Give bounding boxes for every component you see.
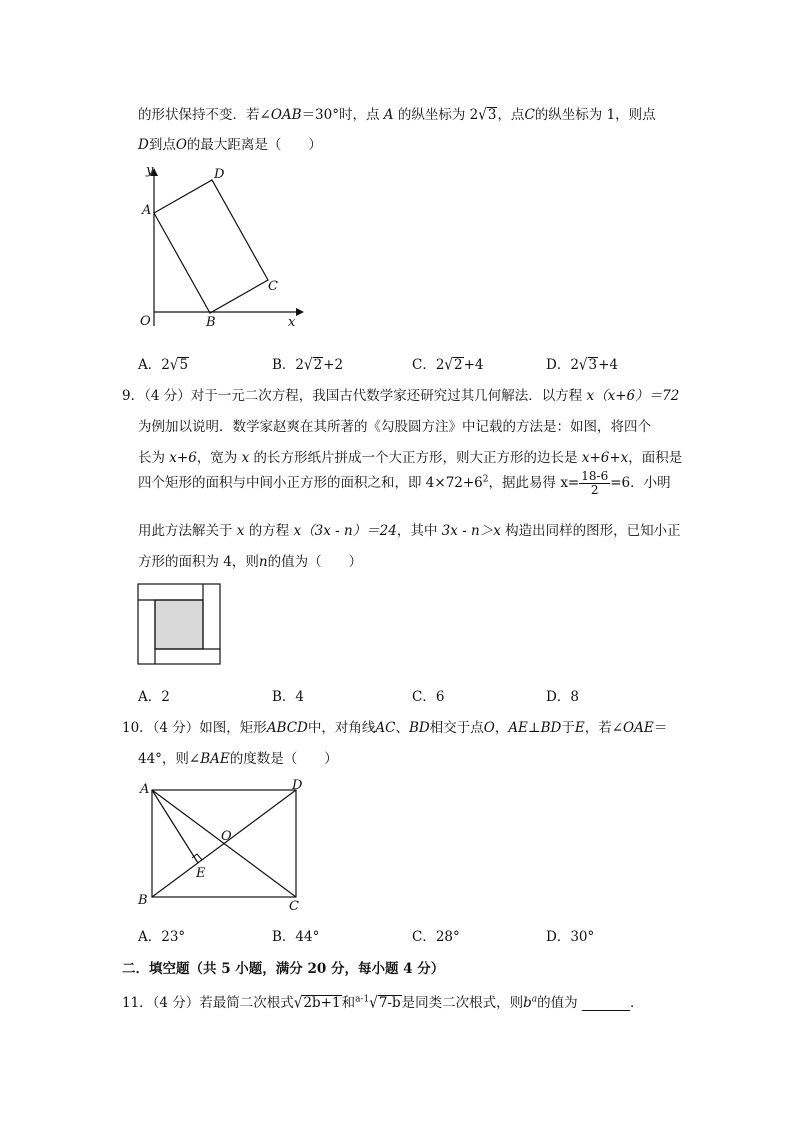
q10-figure (134, 776, 314, 916)
section-heading: 二．填空题（共 5 小题，满分 20 分，每小题 4 分） (122, 961, 445, 977)
q11-line: 11．（4 分）若最简二次根式√2b+1和$^{a-1}$√7-b是同类二次根式，则$b^a$的值为 ． (122, 993, 644, 1013)
label-d: D (214, 167, 225, 182)
q9-option-a[interactable]: A．2 (138, 689, 170, 705)
q10-line1: 10．（4 分）如图，矩形ABCD中，对角线AC、BD相交于点O，AE⊥BD于E，若∠OAE＝ (122, 720, 668, 736)
q10-line2: 44°，则∠BAE的度数是（ ） (138, 751, 338, 767)
q9-option-b[interactable]: B．4 (272, 689, 305, 705)
label-d: D (292, 778, 303, 793)
rectangle-abcd (154, 180, 268, 313)
q10-option-c[interactable]: C．28° (412, 929, 460, 945)
q8-option-a[interactable]: A．2√5 (138, 355, 189, 375)
q9-line2: 为例加以说明．数学家赵爽在其所著的《勾股圆方注》中记载的方法是：如图，将四个 (138, 419, 651, 435)
q10-option-b[interactable]: B．44° (272, 929, 320, 945)
label-a: A (142, 203, 152, 218)
q8-figure (130, 158, 310, 338)
q9-option-d[interactable]: D．8 (546, 689, 579, 705)
label-c: C (289, 899, 299, 914)
q9-line6: 方形的面积为 4，则n的值为（ ） (138, 554, 363, 570)
label-y: y (146, 163, 154, 178)
label-a: A (140, 782, 150, 797)
inner-square (155, 600, 203, 649)
label-b: B (138, 893, 148, 908)
x-axis-arrow (296, 308, 304, 316)
q9-option-c[interactable]: C．6 (412, 689, 445, 705)
q9-line3: 长为 x+6，宽为 x 的长方形纸片拼成一个大正方形，则大正方形的边长是 x+6+x，面积是 (138, 450, 683, 466)
q9-line4: 四个矩形的面积与中间小正方形的面积之和，即 $4\times 72+6^2$，据此易得 x= $\frac{18-6}{2}$ =6．小明 (138, 469, 671, 498)
fraction: $\frac{18-6}{2}$ (581, 469, 609, 498)
q8-line2: D到点O的最大距离是（ ） (138, 137, 322, 153)
q10-option-d[interactable]: D．30° (546, 929, 595, 945)
segment-ae (152, 790, 198, 863)
q9-line5: 用此方法解关于 x 的方程 x（3x - n）＝24，其中 3x - n＞x 构造出同样的图形，已知小正 (138, 523, 681, 539)
q10-option-a[interactable]: A．23° (138, 929, 186, 945)
label-o: O (140, 314, 151, 329)
q9-figure (137, 583, 223, 667)
sqrt-sign: √ (478, 105, 487, 125)
label-e: E (196, 866, 206, 881)
q8-line1: 的形状保持不变．若∠OAB＝30°时，点 A 的纵坐标为 2√3，点C的纵坐标为 1，则点 (138, 105, 656, 125)
q8-option-c[interactable]: C．2√2+4 (412, 355, 484, 375)
label-o: O (221, 829, 232, 844)
q9-line1: 9．（4 分）对于一元二次方程，我国古代数学家还研究过其几何解法．以方程 x（x+6）＝72 (122, 388, 680, 404)
q8-option-d[interactable]: D．2√3+4 (546, 355, 619, 375)
answer-blank[interactable] (582, 996, 630, 1011)
label-b: B (206, 315, 216, 330)
q8-option-b[interactable]: B．2√2+2 (272, 355, 344, 375)
label-c: C (268, 279, 278, 294)
label-x: x (288, 315, 296, 330)
